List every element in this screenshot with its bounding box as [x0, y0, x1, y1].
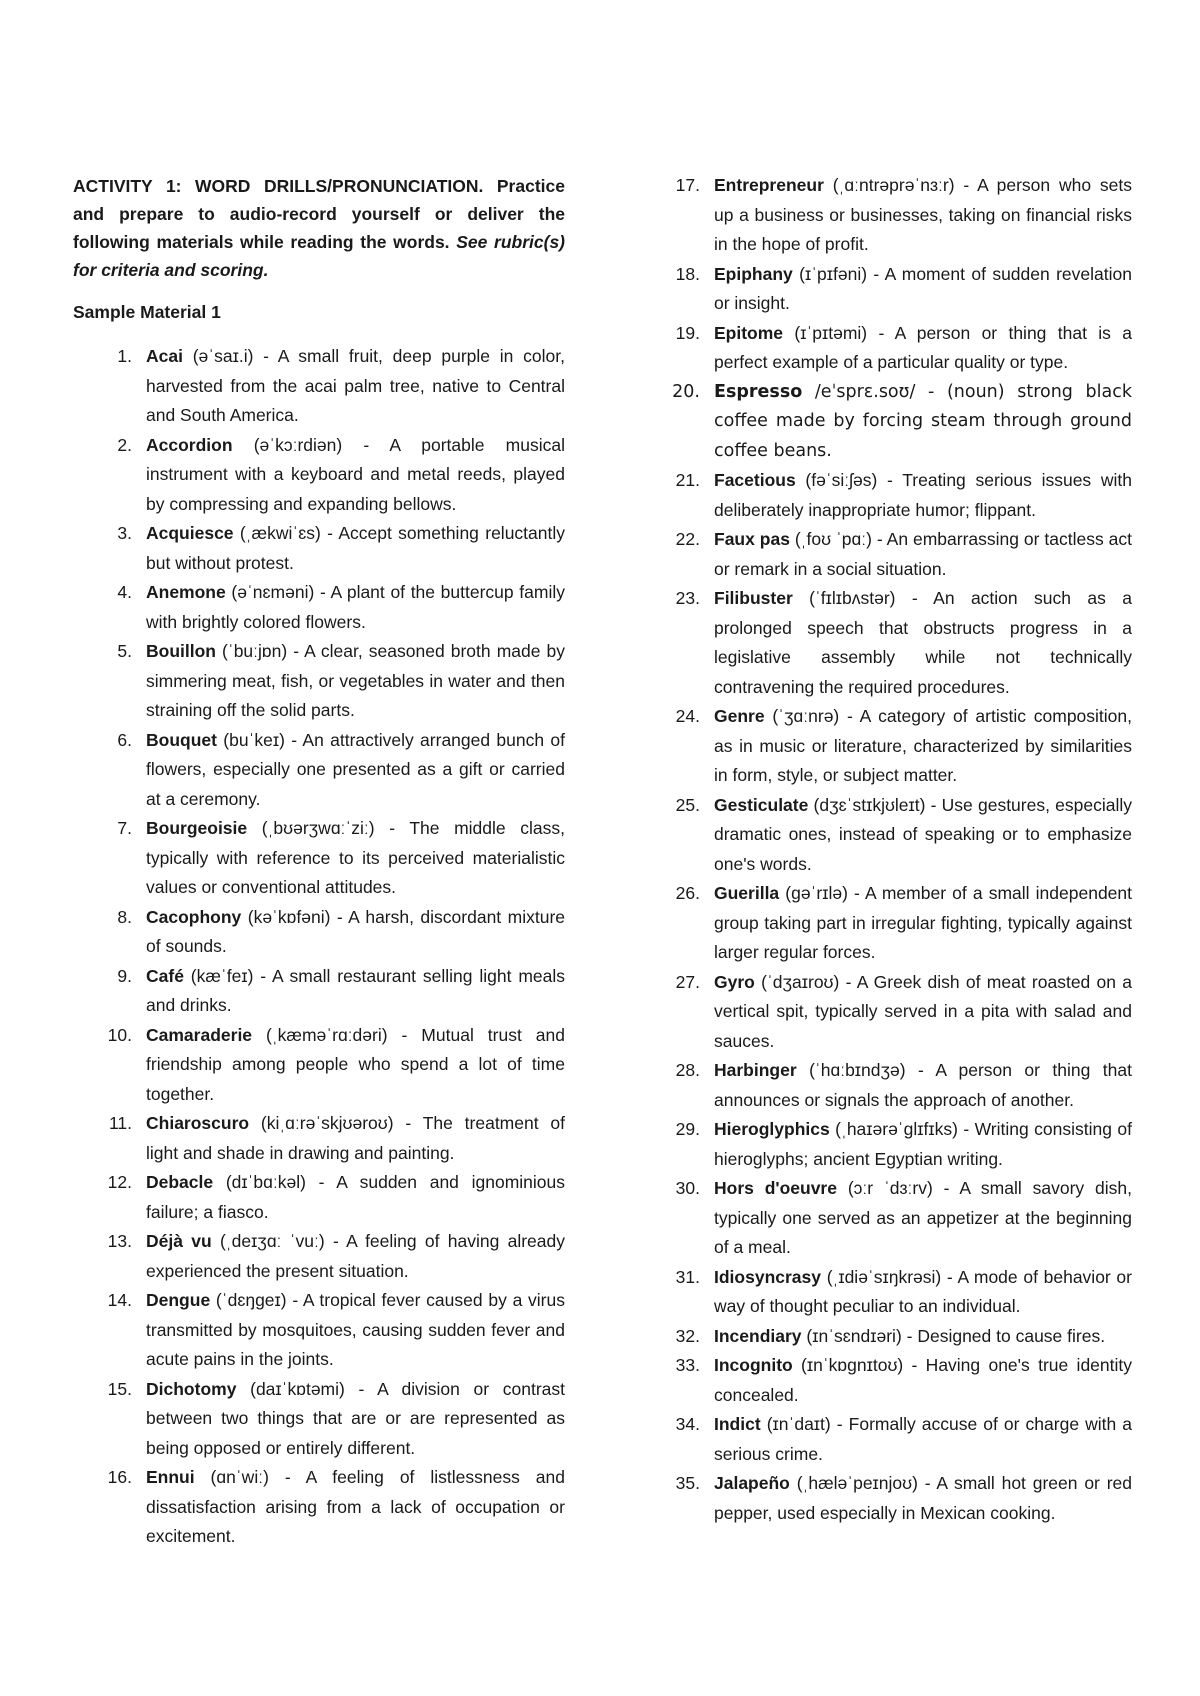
entry-definition: (dɪˈbɑːkəl) - A sudden and ignominious failure; a fiasco.	[146, 1172, 565, 1222]
entry-definition: (ˈbuːjɒn) - A clear, seasoned broth made by simmering meat, fish, or vegetables in water and then straining off the solid parts.	[146, 641, 565, 720]
entry-definition: (ɪnˈsɛndɪəri) - Designed to cause fires.	[801, 1325, 1106, 1346]
list-item	[107, 1375, 565, 1464]
entry-word: Harbinger	[714, 1060, 797, 1080]
entry-word: Ennui	[146, 1467, 195, 1487]
entry-definition: (ɡəˈrɪlə) - A member of a small independent group taking part in irregular fighting, typically against larger regular forces.	[714, 883, 1132, 962]
item-number: 10.	[107, 1024, 132, 1045]
entry-definition: (ˌɑːntrəprəˈnɜːr) - A person who sets up a business or businesses, taking on financial risks in the hope of profit.	[714, 175, 1132, 254]
entry-word: Hieroglyphics	[714, 1119, 830, 1139]
list-item	[675, 1115, 1132, 1174]
item-number: 19.	[675, 322, 700, 343]
entry-definition: (kæˈfeɪ) - A small restaurant selling light meals and drinks.	[146, 965, 565, 1015]
entry-word: Café	[146, 965, 184, 986]
entry-definition: (ˈhɑːbɪndʒə) - A person or thing that announces or signals the approach of another.	[714, 1060, 1132, 1110]
list-item	[675, 466, 1132, 525]
item-number: 15.	[107, 1378, 132, 1399]
instructions-bold: ACTIVITY 1: WORD DRILLS/PRONUNCIATION. Practice and prepare to audio-record yourself or deliver the following materials while reading the words.	[73, 176, 565, 252]
activity-instructions	[73, 172, 565, 284]
entry-word: Gesticulate	[714, 794, 809, 815]
entry-definition: (ˌhæləˈpeɪnjoʊ) - A small hot green or red pepper, used especially in Mexican cooking.	[714, 1473, 1132, 1523]
item-number: 34.	[675, 1414, 700, 1434]
entry-definition: (ˈfɪlɪbʌstər) - An action such as a prolonged speech that obstructs progress in a legislative assembly while not technically contravening the required procedures.	[714, 588, 1132, 697]
list-item	[675, 1410, 1132, 1469]
item-number: 9.	[117, 965, 132, 986]
entry-definition: (ɪnˈdaɪt) - Formally accuse of or charge with a serious crime.	[714, 1414, 1132, 1464]
entry-definition: (ɪnˈkɒɡnɪtoʊ) - Having one's true identity concealed.	[714, 1355, 1132, 1405]
entry-word: Facetious	[714, 470, 796, 490]
word-list-left	[107, 342, 566, 1552]
item-number: 8.	[117, 906, 132, 927]
item-number: 1.	[117, 346, 132, 366]
list-item	[675, 1351, 1132, 1410]
list-item	[117, 726, 565, 815]
entry-definition: (ˌhaɪərəˈɡlɪfɪks) - Writing consisting of hieroglyphs; ancient Egyptian writing.	[714, 1119, 1132, 1169]
item-number: 5.	[117, 641, 132, 661]
entry-definition: (ˌækwiˈɛs) - Accept something reluctantly but without protest.	[146, 523, 565, 573]
item-number: 31.	[675, 1266, 700, 1287]
entry-definition: (əˈnɛməni) - A plant of the buttercup family with brightly colored flowers.	[146, 582, 565, 632]
list-item	[117, 431, 565, 520]
list-item	[675, 702, 1132, 791]
entry-definition: (fəˈsiːʃəs) - Treating serious issues with deliberately inappropriate humor; flippant.	[714, 470, 1132, 520]
list-item	[675, 1263, 1132, 1322]
entry-word: Debacle	[146, 1172, 214, 1192]
entry-definition: (kəˈkɒfəni) - A harsh, discordant mixture of sounds.	[146, 906, 565, 956]
item-number: 13.	[107, 1231, 132, 1251]
entry-definition: (ˈdɛŋɡeɪ) - A tropical fever caused by a virus transmitted by mosquitoes, causing sudden fever and acute pains in the joints.	[146, 1290, 565, 1369]
list-item	[675, 260, 1132, 319]
entry-word: Epitome	[714, 322, 784, 343]
entry-word: Chiaroscuro	[146, 1113, 250, 1133]
item-number: 12.	[107, 1172, 132, 1192]
entry-word: Dichotomy	[146, 1378, 237, 1399]
item-number: 28.	[675, 1060, 700, 1080]
item-number: 2.	[117, 434, 132, 455]
item-number: 6.	[117, 729, 132, 750]
list-item	[675, 525, 1132, 584]
list-item	[675, 1174, 1132, 1263]
list-item	[117, 637, 565, 726]
entry-word: Bouquet	[146, 729, 217, 750]
entry-definition: (ˈdʒaɪroʊ) - A Greek dish of meat roasted on a vertical spit, typically served in a pita with salad and sauces.	[714, 971, 1132, 1051]
section-title: Sample Material 1	[73, 302, 221, 322]
list-item	[117, 814, 565, 903]
list-item	[107, 1168, 565, 1227]
entry-word: Genre	[714, 706, 765, 726]
entry-word: Accordion	[146, 434, 233, 455]
entry-definition: (əˈsaɪ.i) - A small fruit, deep purple in color, harvested from the acai palm tree, native to Central and South America.	[146, 346, 565, 425]
entry-definition: (daɪˈkɒtəmi) - A division or contrast between two things that are or are represented as being opposed or entirely different.	[146, 1378, 565, 1458]
list-item	[117, 342, 565, 431]
word-list-right	[672, 171, 1132, 1528]
entry-word: Anemone	[146, 582, 226, 602]
entry-definition: (ˈʒɑːnrə) - A category of artistic composition, as in music or literature, characterized by similarities in form, style, or subject matter.	[714, 706, 1132, 785]
item-number: 7.	[117, 818, 132, 838]
entry-word: Indict	[714, 1414, 761, 1434]
entry-word: Faux pas	[714, 529, 790, 549]
entry-word: Filibuster	[714, 588, 793, 608]
list-item	[117, 578, 565, 637]
entry-definition: (ˌɪdiəˈsɪŋkrəsi) - A mode of behavior or way of thought peculiar to an individual.	[714, 1266, 1132, 1316]
item-number: 20.	[672, 381, 700, 402]
entry-definition: (kiˌɑːrəˈskjʊəroʊ) - The treatment of light and shade in drawing and painting.	[146, 1113, 565, 1163]
entry-word: Incendiary	[714, 1325, 802, 1346]
entry-word: Jalapeño	[714, 1473, 790, 1493]
entry-word: Espresso	[714, 381, 803, 402]
item-number: 18.	[675, 263, 700, 284]
entry-definition: (ˌbʊərʒwɑːˈziː) - The middle class, typically with reference to its perceived materialistic values or conventional attitudes.	[146, 818, 565, 897]
item-number: 30.	[675, 1178, 700, 1198]
item-number: 16.	[107, 1467, 132, 1487]
list-item	[675, 791, 1132, 880]
entry-definition: (buˈkeɪ) - An attractively arranged bunch of flowers, especially one presented as a gift or carried at a ceremony.	[146, 729, 565, 809]
entry-word: Bouillon	[146, 641, 216, 661]
entry-definition: (ˌkæməˈrɑːdəri) - Mutual trust and friendship among people who spend a lot of time together.	[146, 1024, 565, 1104]
list-item	[107, 1021, 565, 1110]
entry-word: Hors d'oeuvre	[714, 1178, 837, 1198]
item-number: 4.	[117, 582, 132, 602]
entry-definition: (ɑnˈwiː) - A feeling of listlessness and dissatisfaction arising from a lack of occupation or excitement.	[146, 1467, 565, 1546]
list-item	[107, 1286, 565, 1375]
entry-definition: (ɪˈpɪfəni) - A moment of sudden revelation or insight.	[714, 263, 1132, 313]
entry-word: Incognito	[714, 1355, 793, 1375]
list-item	[107, 1227, 566, 1286]
entry-definition: /eˈsprɛ.soʊ/ - (noun) strong black coffee made by forcing steam through ground coffee beans.	[714, 381, 1132, 461]
entry-word: Entrepreneur	[714, 175, 824, 195]
entry-definition: (ɔːr ˈdɜːrv) - A small savory dish, typically one served as an appetizer at the beginning of a meal.	[714, 1178, 1132, 1257]
entry-definition: (ɪˈpɪtəmi) - A person or thing that is a perfect example of a particular quality or type.	[714, 322, 1132, 372]
item-number: 14.	[107, 1290, 132, 1310]
entry-word: Guerilla	[714, 883, 780, 903]
item-number: 23.	[675, 588, 700, 608]
item-number: 24.	[675, 706, 700, 726]
list-item	[675, 879, 1132, 968]
item-number: 29.	[675, 1119, 700, 1139]
list-item	[117, 519, 565, 578]
item-number: 17.	[675, 175, 700, 195]
entry-word: Acai	[146, 346, 183, 366]
entry-word: Dengue	[146, 1290, 211, 1310]
entry-definition: (ˌdeɪʒɑː ˈvuː) - A feeling of having already experienced the present situation.	[146, 1231, 566, 1281]
list-item	[675, 1469, 1132, 1528]
entry-word: Bourgeoisie	[146, 818, 248, 838]
entry-word: Idiosyncrasy	[714, 1266, 821, 1287]
list-item	[117, 962, 565, 1021]
list-item	[675, 1056, 1132, 1115]
list-item	[675, 319, 1132, 378]
list-item	[108, 1109, 565, 1168]
item-number: 35.	[675, 1473, 700, 1493]
list-item	[675, 968, 1132, 1057]
item-number: 32.	[675, 1325, 700, 1346]
item-number: 3.	[117, 523, 132, 543]
list-item	[675, 1322, 1132, 1352]
entry-word: Déjà vu	[146, 1231, 212, 1251]
item-number: 21.	[675, 470, 700, 490]
entry-word: Cacophony	[146, 906, 242, 927]
item-number: 11.	[108, 1113, 132, 1133]
entry-definition: (əˈkɔːrdiən) - A portable musical instrument with a keyboard and metal reeds, played by compressing and expanding bellows.	[146, 434, 565, 514]
instructions-italic: See rubric(s) for criteria and scoring.	[73, 232, 565, 280]
item-number: 33.	[675, 1355, 700, 1375]
entry-word: Gyro	[714, 971, 755, 992]
entry-word: Camaraderie	[146, 1024, 253, 1045]
list-item	[107, 1463, 565, 1552]
item-number: 25.	[675, 794, 700, 815]
item-number: 26.	[675, 883, 700, 903]
item-number: 22.	[675, 529, 700, 549]
list-item	[672, 378, 1132, 467]
entry-definition: (dʒɛˈstɪkjʊleɪt) - Use gestures, especially dramatic ones, instead of speaking or to emphasize one's words.	[714, 794, 1132, 874]
entry-word: Acquiesce	[146, 523, 234, 543]
list-item	[675, 584, 1132, 702]
list-item	[675, 171, 1132, 260]
entry-word: Epiphany	[714, 263, 793, 284]
list-item	[117, 903, 565, 962]
entry-definition: (ˌfoʊ ˈpɑː) - An embarrassing or tactless act or remark in a social situation.	[714, 529, 1132, 579]
item-number: 27.	[675, 971, 700, 992]
